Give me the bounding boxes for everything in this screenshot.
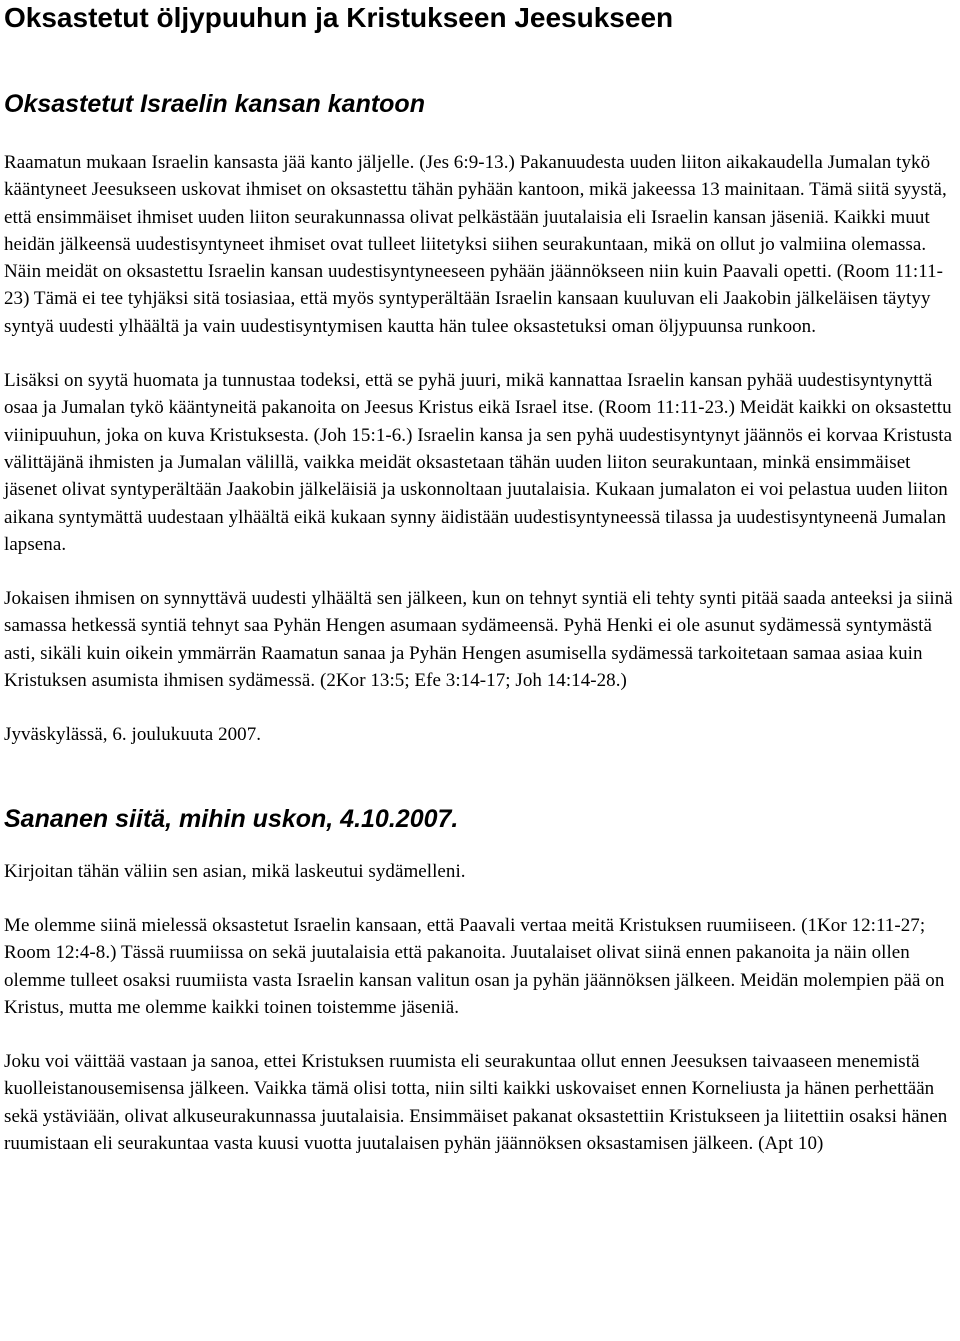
paragraph: Me olemme siinä mielessä oksastetut Israelin kansaan, että Paavali vertaa meitä Kristuksen ruumiiseen. (1Kor 12:11-27; Room 12:4-8.) Tässä ruumiissa on sekä juutalaisia että pakanoita. Juutalaiset olivat siinä ennen pakanoita ja näin ollen olemme tulleet osaksi ruumiista vasta Israelin kansan valitun osan ja pyhän jäännöksen jälkeen. Meidän molempien pää on Kristus, mutta me olemme kaikki toinen toistemme jäseniä. [4, 914, 945, 1018]
document-page [4, 0, 956, 1157]
paragraph: Lisäksi on syytä huomata ja tunnustaa todeksi, että se pyhä juuri, mikä kannattaa Israelin kansan pyhää uudestisyntynyttä osaa ja Jumalan tykö kääntyneitä pakanoita on Jeesus Kristus eikä Israel itse. (Room 11:11-23.) Meidät kaikki on oksastettu viinipuuhun, joka on kuva Kristuksesta. (Joh 15:1-6.) Israelin kansa ja sen pyhä uudestisyntynyt jäännös ei korvaa Kristusta välittäjänä ihmisten ja Jumalan välillä, vaikka meidät oksastetaan tähän uuden liiton seurakuntaan, minkä ensimmäiset jäsenet olivat syntyperältään Jaakobin jälkeläisiä ja uskonnoltaan juutalaisia. Kukaan jumalaton ei voi pelastua uuden liiton aikana syntymättä uudestaan ylhäältä eikä kukaan synny äidistään uudestisyntyneessä tilassa ja uudestisyntyneenä Jumalan lapsena. [4, 370, 953, 555]
document-title: Oksastetut öljypuuhun ja Kristukseen Jeesukseen [4, 2, 674, 33]
section-heading-israel: Oksastetut Israelin kansan kantoon [4, 90, 425, 118]
signature-line: Jyväskylässä, 6. joulukuuta 2007. [4, 724, 262, 746]
paragraph: Raamatun mukaan Israelin kansasta jää kanto jäljelle. (Jes 6:9-13.) Pakanuudesta uuden liiton aikakaudella Jumalan tykö kääntyneet Jeesukseen uskovat ihmiset on oksastettu tähän pyhään kantoon, mikä jakeessa 13 mainitaan. Tämä siitä syystä, että ensimmäiset ihmiset uuden liiton seurakunnassa olivat pelkästään juutalaisia eli Israelin kansan jäseniä. Kaikki muut heidän jälkeensä uudestisyntyneet ihmiset ovat tulleet liitetyksi siihen seurakuntaan, mikä on ollut jo valmiina olemassa. Näin meidät on oksastettu Israelin kansan uudestisyntyneeseen pyhään jäännökseen niin kuin Paavali opetti. (Room 11:11-23) Tämä ei tee tyhjäksi sitä tosiasiaa, että myös syntyperältään Israelin kansaan kuuluvan eli Jaakobin jälkeläisen täytyy syntyä uudesti ylhäältä ja vain uudestisyntymisen kautta hän tulee oksastetuksi oman öljypuunsa runkoon. [4, 152, 947, 337]
paragraph: Kirjoitan tähän väliin sen asian, mikä laskeutui sydämelleni. [4, 860, 466, 882]
paragraph: Jokaisen ihmisen on synnyttävä uudesti ylhäältä sen jälkeen, kun on tehnyt syntiä eli tehty synti pitää saada anteeksi ja siinä samassa hetkessä syntiä tehnyt saa Pyhän Hengen asumaan sydämeensä. Pyhä Henki ei ole asunut sydämessä syntymästä asti, sikäli kuin oikein ymmärrän Raamatun sanaa ja Pyhän Hengen asumisella sydämessä tarkoitetaan samaa asiaa kuin Kristuksen asumista ihmisen sydämessä. (2Kor 13:5; Efe 3:14-17; Joh 14:14-28.) [4, 588, 953, 692]
section-heading-belief: Sananen siitä, mihin uskon, 4.10.2007. [4, 804, 459, 833]
paragraph: Joku voi väittää vastaan ja sanoa, ettei Kristuksen ruumista eli seurakuntaa ollut ennen Jeesuksen taivaaseen menemistä kuolleistanousemisensa jälkeen. Vaikka tämä olisi totta, niin silti kaikki uskovaiset ennen Korneliusta ja hänen perhettään sekä ystäviään, olivat alkuseurakunnassa juutalaisia. Ensimmäiset pakanat oksastettiin Kristukseen ja liitettiin osaksi hänen ruumistaan eli seurakuntaa vasta kuusi vuotta juutalaisen pyhän jäännöksen oksastamisen jälkeen. (Apt 10) [4, 1051, 948, 1155]
